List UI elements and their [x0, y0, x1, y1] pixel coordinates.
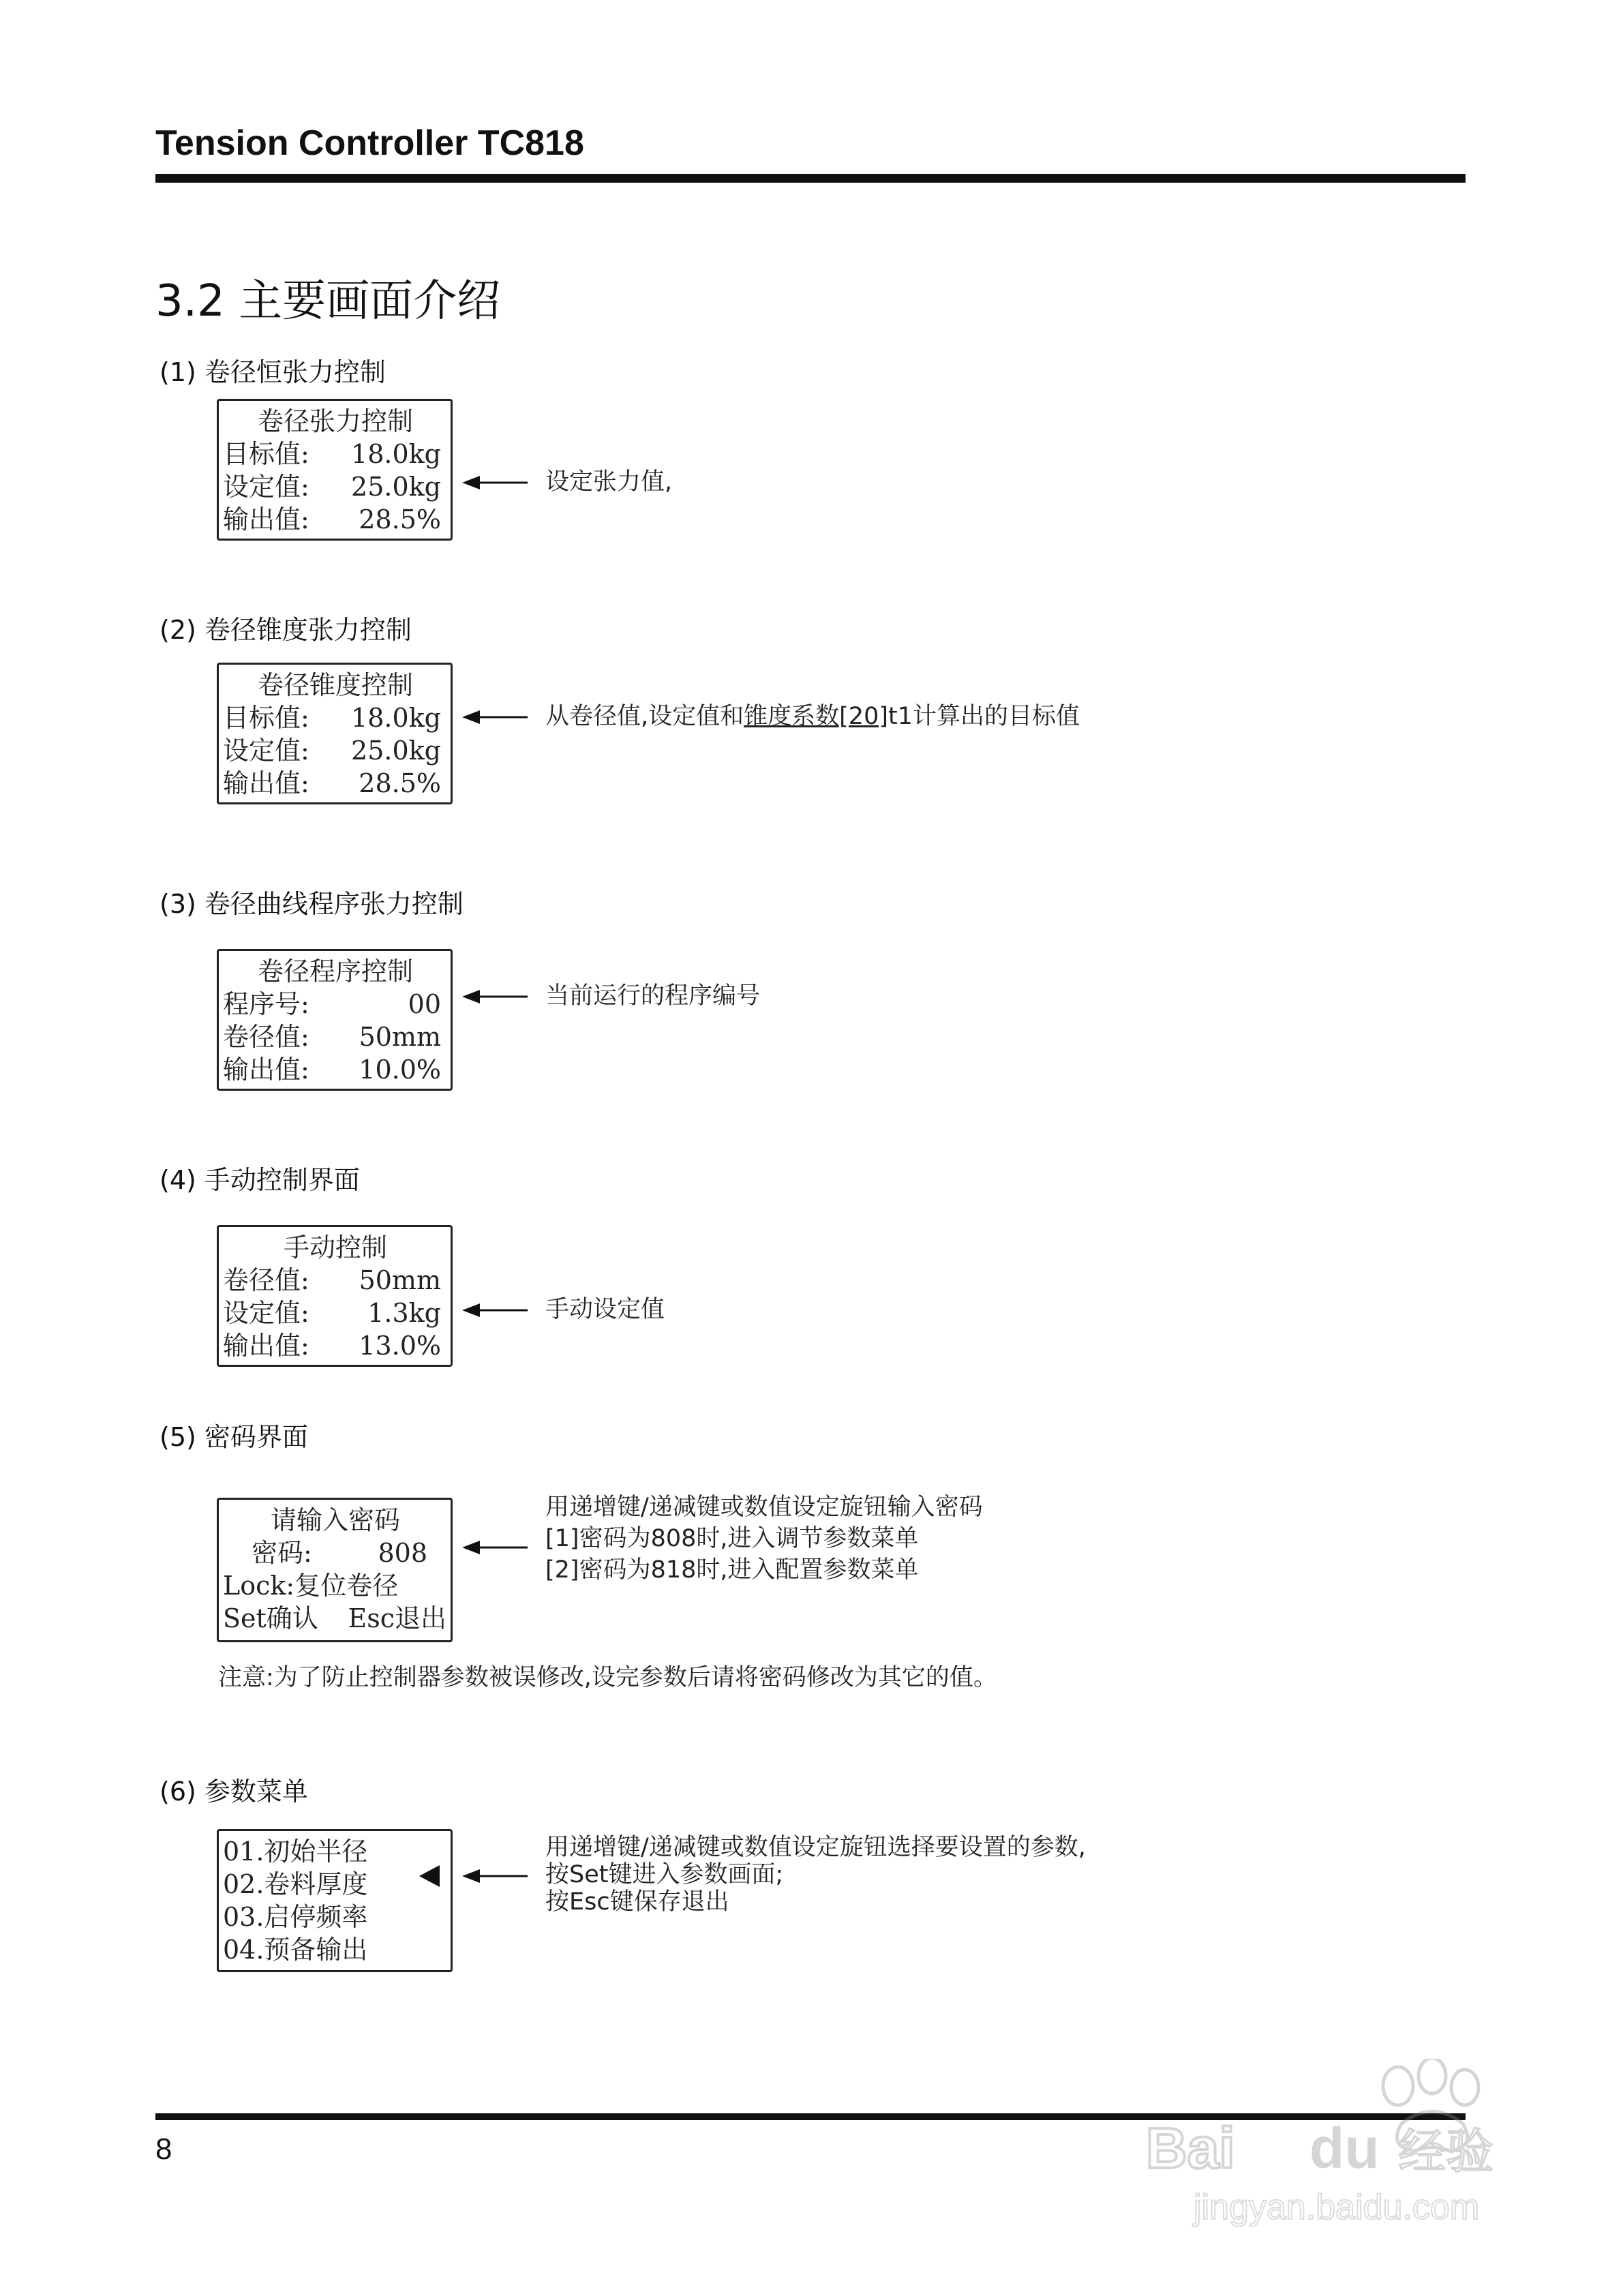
subsection-heading-2: (2) 卷径锥度张力控制	[160, 615, 412, 645]
left-arrow-icon	[462, 709, 528, 725]
annotation-4: 手动设定值	[545, 1296, 665, 1323]
lcd-row: Set确认 Esc退出	[223, 1603, 446, 1633]
annotation-5: 用递增键/递减键或数值设定旋钮输入密码 [1]密码为808时,进入调节参数菜单 [2]密码为818时,进入配置参数菜单	[545, 1494, 983, 1584]
lcd-row: 输出值: 13.0%	[223, 1331, 441, 1361]
lcd-row: 设定值: 25.0kg	[223, 736, 441, 766]
lcd-row: Lock:复位卷径	[223, 1571, 399, 1601]
lcd-row: 程序号: 00	[223, 989, 441, 1019]
page-number: 8	[155, 2132, 172, 2166]
subsection-heading-1: (1) 卷径恒张力控制	[160, 357, 386, 387]
menu-item: 04.预备输出	[223, 1935, 368, 1965]
lcd-row: 输出值: 10.0%	[223, 1055, 441, 1085]
svg-text:du: du	[1309, 2116, 1380, 2180]
section-title: 3.2 主要画面介绍	[155, 276, 501, 327]
baidu-watermark-logo	[1139, 2059, 1521, 2236]
left-arrow-icon	[462, 1868, 528, 1884]
lcd-screen-password	[217, 1498, 453, 1642]
lcd-title: 请输入密码	[270, 1505, 400, 1535]
lcd-screen-3	[217, 949, 453, 1091]
svg-text:经验: 经验	[1398, 2124, 1493, 2179]
lcd-screen-4	[217, 1225, 453, 1367]
left-arrow-icon	[462, 1539, 528, 1556]
left-arrow-icon	[462, 988, 528, 1005]
lcd-screen-2	[217, 663, 453, 804]
lcd-title: 卷径张力控制	[257, 406, 413, 436]
lcd-title: 手动控制	[283, 1233, 387, 1263]
lcd-screen-menu	[217, 1829, 453, 1972]
lcd-screen-1	[217, 399, 453, 541]
cross-reference-link: 锥度系数[20]	[744, 703, 888, 730]
left-arrow-icon	[462, 474, 528, 491]
caution-note: 注意:为了防止控制器参数被误修改,设完参数后请将密码修改为其它的值。	[218, 1664, 997, 1691]
svg-text:jingyan.baidu.com: jingyan.baidu.com	[1194, 2188, 1480, 2227]
subsection-heading-4: (4) 手动控制界面	[160, 1165, 360, 1195]
header-rule	[155, 174, 1466, 183]
lcd-row: 输出值: 28.5%	[223, 504, 441, 534]
menu-item: 01.初始半径	[223, 1837, 368, 1867]
lcd-row: 设定值: 1.3kg	[223, 1298, 441, 1328]
lcd-row: 设定值: 25.0kg	[223, 472, 441, 502]
lcd-title: 卷径程序控制	[257, 956, 413, 986]
lcd-row: 输出值: 28.5%	[223, 768, 441, 798]
lcd-row: 目标值: 18.0kg	[223, 703, 441, 733]
menu-item: 02.卷料厚度	[223, 1869, 368, 1899]
subsection-heading-6: (6) 参数菜单	[160, 1777, 308, 1807]
svg-text:Bai: Bai	[1146, 2116, 1235, 2180]
menu-cursor-icon	[419, 1865, 440, 1887]
left-arrow-icon	[462, 1302, 528, 1318]
lcd-row: 卷径值: 50mm	[223, 1265, 441, 1295]
lcd-row: 密码: 808	[252, 1538, 427, 1568]
document-title: Tension Controller TC818	[155, 123, 584, 163]
subsection-heading-3: (3) 卷径曲线程序张力控制	[160, 889, 464, 919]
menu-item: 03.启停频率	[223, 1902, 368, 1932]
annotation-3: 当前运行的程序编号	[545, 982, 761, 1010]
subsection-heading-5: (5) 密码界面	[160, 1422, 308, 1452]
lcd-row: 目标值: 18.0kg	[223, 439, 441, 469]
lcd-row: 卷径值: 50mm	[223, 1022, 441, 1052]
annotation-6: 用递增键/递减键或数值设定旋钮选择要设置的参数, 按Set键进入参数画面; 按Esc键保存退出	[545, 1834, 1086, 1916]
annotation-2: 从卷径值,设定值和锥度系数[20]t1计算出的目标值	[545, 703, 1080, 730]
annotation-1: 设定张力值,	[545, 468, 673, 496]
lcd-title: 卷径锥度控制	[257, 670, 413, 700]
